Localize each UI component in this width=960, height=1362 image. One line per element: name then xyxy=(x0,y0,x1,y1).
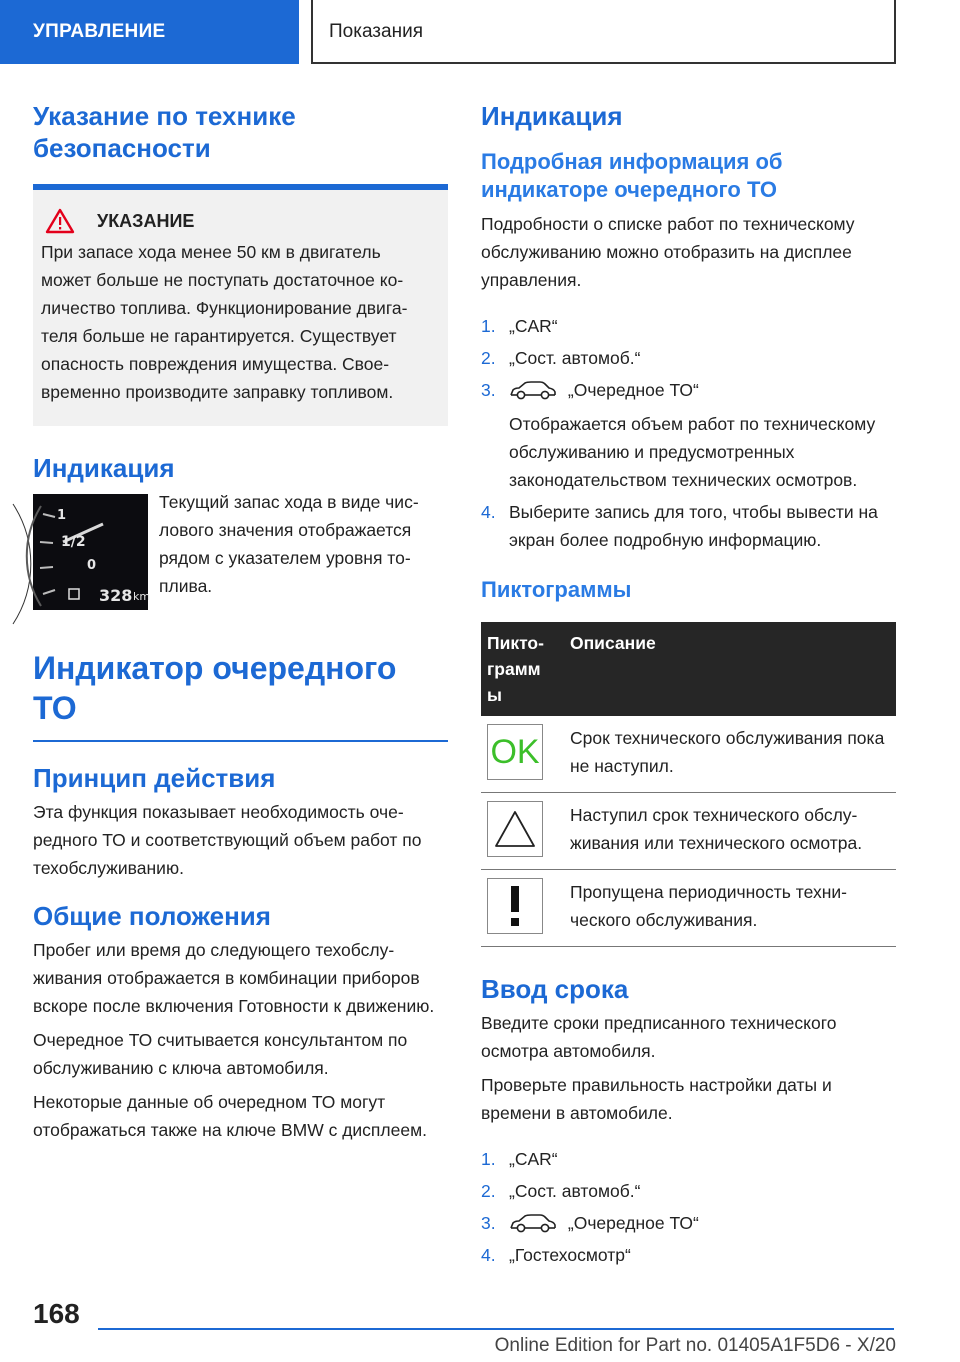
pictogram-cell xyxy=(481,870,564,947)
fuel-gauge-image xyxy=(33,494,151,610)
description-cell: Срок технического обслуживания пока не наступил. xyxy=(564,716,896,793)
list-item xyxy=(481,312,896,340)
details-text: Подробности о списке работ по техническому обслуживанию можно отобразить на дисплее управления. xyxy=(481,214,855,290)
pictograms-table xyxy=(481,622,896,947)
list-item xyxy=(481,498,896,554)
details-heading: Подробная информация об индикаторе очередного ТО xyxy=(481,149,783,202)
left-column xyxy=(33,100,448,1144)
edition-link[interactable]: Online Edition for Part no. 01405A1F5D6 - X/20 xyxy=(494,1335,896,1356)
table-row xyxy=(481,716,896,793)
date-paragraph-2: Проверьте правильность настройки даты и времени в автомобиле. xyxy=(481,1075,832,1123)
column-header-pictogram: Пиктограмм ы xyxy=(481,622,564,716)
step-number: 3. xyxy=(481,1213,496,1233)
gauge-mark-full: 1 xyxy=(57,508,67,523)
general-paragraph-1: Пробег или время до следующего техобслуживания отображается в комбинации приборов вскоре после включения Готовности к движению. xyxy=(33,940,435,1016)
warning-text: При запасе хода менее 50 км в двигатель может больше не поступать достаточное количество топлива. Функционирование двигателя больше не гарантируется. Существует опасность повреждения имущества. Своевременно производите заправку топливом. xyxy=(41,242,408,402)
car-icon xyxy=(509,1214,557,1234)
step-text[interactable]: „Очередное ТО“ xyxy=(567,1213,699,1233)
column-header-description: Описание xyxy=(564,622,896,716)
indication-heading-right: Индикация xyxy=(481,101,623,131)
indication-text: Текущий запас хода в виде числового значения отображается рядом с указателем уровня топлива. xyxy=(159,492,419,596)
safety-heading: Указание по технике безопасности xyxy=(33,101,296,163)
table-row xyxy=(481,870,896,947)
exclamation-icon xyxy=(487,878,543,934)
gauge-mark-empty: 0 xyxy=(87,558,97,573)
gauge-range-unit: km xyxy=(133,590,151,603)
date-steps-list xyxy=(481,1145,896,1269)
principle-heading: Принцип действия xyxy=(33,763,276,793)
description-cell: Наступил срок технического обслуживания или технического осмотра. xyxy=(564,793,896,870)
page-title-tab: Показания xyxy=(311,0,896,64)
list-item xyxy=(481,376,896,494)
date-paragraph-1: Введите сроки предписанного технического осмотра автомобиля. xyxy=(481,1013,837,1061)
right-column xyxy=(481,100,896,1273)
warning-header xyxy=(45,208,434,234)
step-number: 2. xyxy=(481,348,496,368)
step-text[interactable]: „Гостехосмотр“ xyxy=(509,1245,631,1265)
step-text[interactable]: „Очередное ТО“ xyxy=(567,380,699,400)
general-heading: Общие положения xyxy=(33,901,271,931)
pictogram-cell xyxy=(481,793,564,870)
warning-triangle-icon xyxy=(45,208,75,234)
warning-triangle-icon xyxy=(487,801,543,857)
step-number: 2. xyxy=(481,1181,496,1201)
list-item xyxy=(481,344,896,372)
step-number: 3. xyxy=(481,380,496,400)
heading-divider xyxy=(33,740,448,742)
gauge-mark-half: 1/2 xyxy=(61,534,86,550)
ok-icon xyxy=(487,724,543,780)
page-number: 168 xyxy=(33,1298,80,1329)
step-number: 4. xyxy=(481,502,496,522)
page-header xyxy=(0,0,960,66)
list-item xyxy=(481,1241,896,1269)
step-number: 1. xyxy=(481,1149,496,1169)
indication-heading: Индикация xyxy=(33,453,175,483)
general-paragraph-2: Очередное ТО считывается консультантом по обслуживанию с ключа автомобиля. xyxy=(33,1030,408,1078)
pictogram-cell xyxy=(481,716,564,793)
service-indicator-heading: Индикатор очередного ТО xyxy=(33,650,397,726)
step-number: 1. xyxy=(481,316,496,336)
section-tab[interactable]: УПРАВЛЕНИЕ xyxy=(0,0,299,64)
description-cell: Пропущена периодичность технического обслуживания. xyxy=(564,870,896,947)
details-steps-list xyxy=(481,312,896,554)
list-item xyxy=(481,1177,896,1205)
list-item xyxy=(481,1145,896,1173)
step-text: Выберите запись для того, чтобы вывести на экран более подробную информацию. xyxy=(509,502,878,550)
warning-box xyxy=(33,184,448,426)
date-entry-heading: Ввод срока xyxy=(481,974,629,1004)
step-subtext: Отображается объем работ по техническому обслуживанию и предусмотренных законодательством технических осмотров. xyxy=(509,414,876,490)
warning-title: УКАЗАНИЕ xyxy=(97,211,195,231)
table-row xyxy=(481,793,896,870)
step-text[interactable]: „Сост. автомоб.“ xyxy=(509,348,641,368)
ok-icon-label: OK xyxy=(490,733,540,771)
pictograms-heading: Пиктограммы xyxy=(481,577,632,602)
table-header-row xyxy=(481,622,896,716)
indication-block xyxy=(33,494,448,610)
footer-divider xyxy=(98,1328,894,1330)
car-icon xyxy=(509,381,557,401)
step-text[interactable]: „CAR“ xyxy=(509,316,558,336)
gauge-range-value: 328 xyxy=(99,586,133,605)
principle-text: Эта функция показывает необходимость очередного ТО и соответствующий объем работ по техобслуживанию. xyxy=(33,802,422,878)
step-number: 4. xyxy=(481,1245,496,1265)
list-item xyxy=(481,1209,896,1237)
general-paragraph-3: Некоторые данные об очередном ТО могут отображаться также на ключе BMW с дисплеем. xyxy=(33,1092,427,1140)
step-text[interactable]: „CAR“ xyxy=(509,1149,558,1169)
step-text[interactable]: „Сост. автомоб.“ xyxy=(509,1181,641,1201)
